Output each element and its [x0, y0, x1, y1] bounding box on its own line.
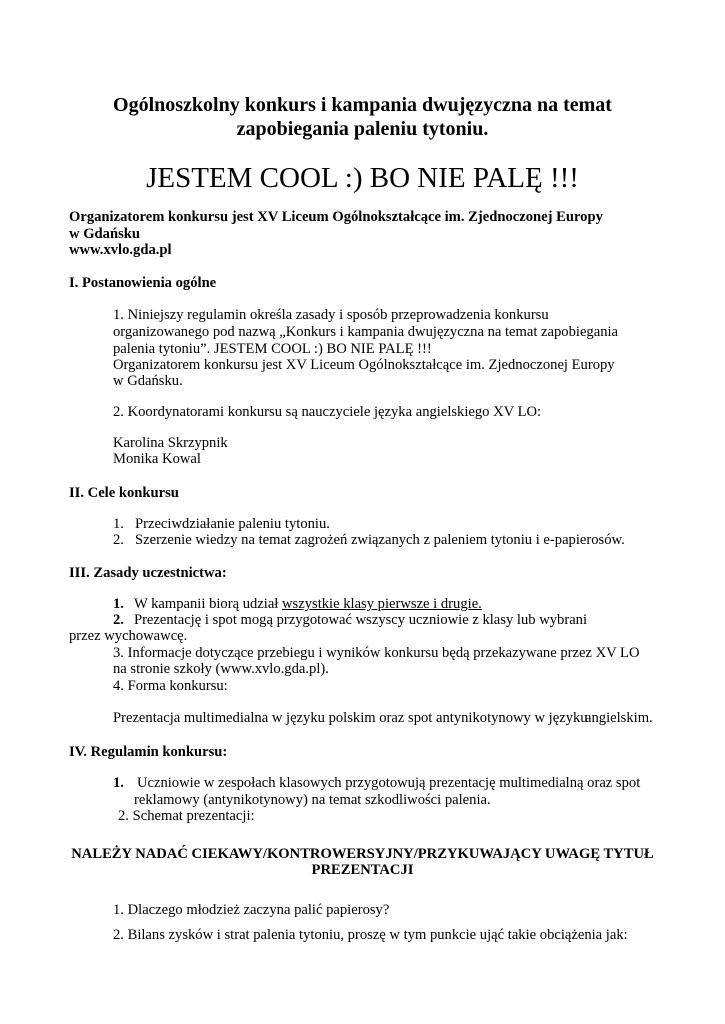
contest-form-text-end: angielskim.	[585, 710, 653, 726]
title-notice-line-2: PREZENTACJI	[311, 862, 414, 878]
goal-item-text: Przeciwdziałanie paleniu tytoniu.	[135, 516, 330, 532]
presentation-question-1: 1. Dlaczego młodzież zaczyna palić papierosy?	[113, 902, 390, 918]
rule-4: 4. Forma konkursu:	[113, 678, 228, 694]
section-1-p1-line-5: w Gdańsku.	[113, 373, 183, 389]
organizer-line-2: w Gdańsku	[69, 226, 140, 242]
campaign-slogan: JESTEM COOL :) BO NIE PALĘ !!!	[146, 162, 579, 194]
regulation-1-num: 1.	[113, 775, 124, 791]
rule-1-text: W kampanii biorą udział	[133, 596, 283, 612]
coordinator-2: Monika Kowal	[113, 451, 201, 467]
rule-1-line	[113, 596, 482, 613]
section-1-heading: I. Postanowienia ogólne	[69, 275, 217, 291]
document-title-line-2: zapobiegania paleniu tytoniu.	[236, 118, 489, 140]
section-1-p1-line-4: Organizatorem konkursu jest XV Liceum Ogólnokształcące im. Zjednoczonej Europy	[113, 357, 615, 373]
contest-form-text: Prezentacja multimedialna w języku polskim oraz spot antynikotynowy w języku	[113, 710, 588, 726]
coordinator-1: Karolina Skrzypnik	[113, 435, 228, 451]
document-title-line-1: Ogólnoszkolny konkurs i kampania dwujęzyczna na temat	[113, 94, 612, 116]
organizer-line-1: Organizatorem konkursu jest XV Liceum Ogólnokształcące im. Zjednoczonej Europy	[69, 209, 603, 225]
goal-item-text: Szerzenie wiedzy na temat zagrożeń związanych z paleniem tytoniu i e-papierosów.	[135, 532, 625, 548]
rule-2-num: 2.	[113, 612, 124, 628]
title-notice-line-1: NALEŻY NADAĆ CIEKAWY/KONTROWERSYJNY/PRZYKUWAJĄCY UWAGĘ TYTUŁ	[71, 846, 654, 862]
rule-3-line-1: 3. Informacje dotyczące przebiegu i wyników konkursu będą przekazywane przez XV LO	[113, 645, 640, 661]
section-2-heading: II. Cele konkursu	[69, 485, 179, 501]
rule-2-line-1	[113, 612, 587, 629]
regulation-1-text: Uczniowie w zespołach klasowych przygotowują prezentację multimedialną oraz spot	[136, 775, 641, 791]
goal-item-num: 2.	[113, 532, 124, 548]
goal-item-num: 1.	[113, 516, 124, 532]
presentation-question-2: 2. Bilans zysków i strat palenia tytoniu, proszę w tym punkcie ująć takie obciążenia jak:	[113, 927, 628, 943]
regulation-1-line-1	[113, 775, 640, 792]
section-3-heading: III. Zasady uczestnictwa:	[69, 565, 227, 581]
regulation-1-line-2: reklamowy (antynikotynowy) na temat szkodliwości palenia.	[134, 792, 491, 808]
section-1-p1-line-1: 1. Niniejszy regulamin określa zasady i sposób przeprowadzenia konkursu	[113, 307, 549, 323]
rule-2-line-2: przez wychowawcę.	[69, 628, 188, 644]
rule-1-emphasis: wszystkie klasy pierwsze i drugie.	[282, 596, 482, 612]
rule-2-text: Prezentację i spot mogą przygotować wszyscy uczniowie z klasy lub wybrani	[133, 612, 588, 628]
rule-1-num: 1.	[113, 596, 124, 612]
rule-3-line-2: na stronie szkoły (www.xvlo.gda.pl).	[113, 661, 329, 677]
section-1-p1-line-3: palenia tytoniu”. JESTEM COOL :) BO NIE PALĘ !!!	[113, 341, 432, 357]
regulation-2: 2. Schemat prezentacji:	[118, 808, 255, 824]
section-1-p2: 2. Koordynatorami konkursu są nauczyciele języka angielskiego XV LO:	[113, 404, 542, 420]
organizer-website: www.xvlo.gda.pl	[69, 242, 172, 258]
section-4-heading: IV. Regulamin konkursu:	[69, 744, 228, 760]
section-1-p1-line-2: organizowanego pod nazwą „Konkurs i kampania dwujęzyczna na temat zapobiegania	[113, 324, 619, 340]
